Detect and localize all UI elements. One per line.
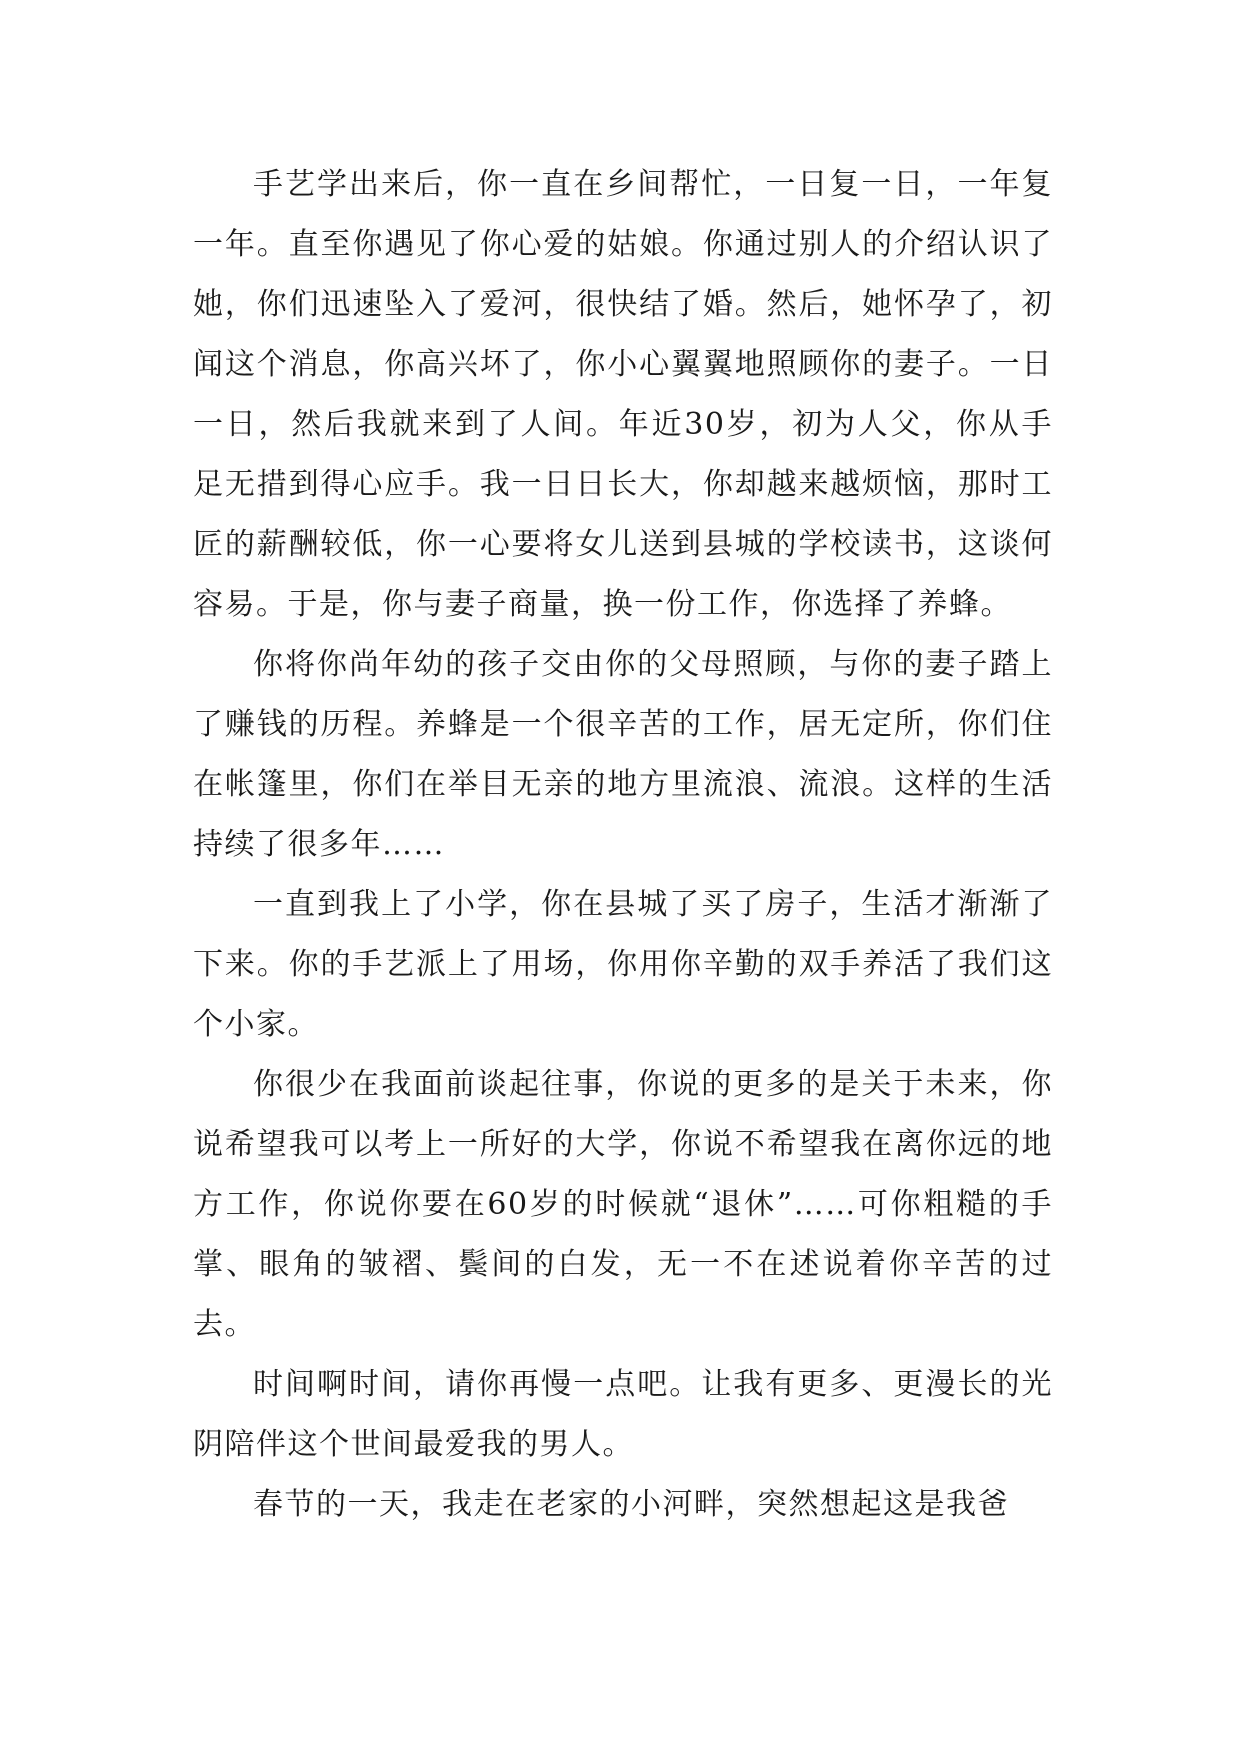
paragraph-2: 你将你尚年幼的孩子交由你的父母照顾，与你的妻子踏上了赚钱的历程。养蜂是一个很辛苦的工作，居无定所，你们住在帐篷里，你们在举目无亲的地方里流浪、流浪。这样的生活持续了很多年…… [193, 647, 1053, 862]
paragraph-6: 春节的一天，我走在老家的小河畔，突然想起这是我爸 [253, 1487, 1009, 1522]
paragraph-1: 手艺学出来后，你一直在乡间帮忙，一日复一日，一年复一年。直至你遇见了你心爱的姑娘。你通过别人的介绍认识了她，你们迅速坠入了爱河，很快结了婚。然后，她怀孕了，初闻这个消息，你高兴坏了，你小心翼翼地照顾你的妻子。一日一日，然后我就来到了人间。年近30岁，初为人父，你从手足无措到得心应手。我一日日长大，你却越来越烦恼，那时工匠的薪酬较低，你一心要将女儿送到县城的学校读书，这谈何容易。于是，你与妻子商量，换一份工作，你选择了养蜂。 [193, 167, 1053, 622]
paragraph-4: 你很少在我面前谈起往事，你说的更多的是关于未来，你说希望我可以考上一所好的大学，你说不希望我在离你远的地方工作，你说你要在60岁的时候就“退休”……可你粗糙的手掌、眼角的皱褶、鬓间的白发，无一不在述说着你辛苦的过去。 [193, 1067, 1053, 1342]
paragraph-5: 时间啊时间，请你再慢一点吧。让我有更多、更漫长的光阴陪伴这个世间最爱我的男人。 [193, 1367, 1053, 1462]
body-text [193, 155, 1053, 1535]
paragraph-3: 一直到我上了小学，你在县城了买了房子，生活才渐渐了下来。你的手艺派上了用场，你用你辛勤的双手养活了我们这个小家。 [193, 887, 1053, 1042]
